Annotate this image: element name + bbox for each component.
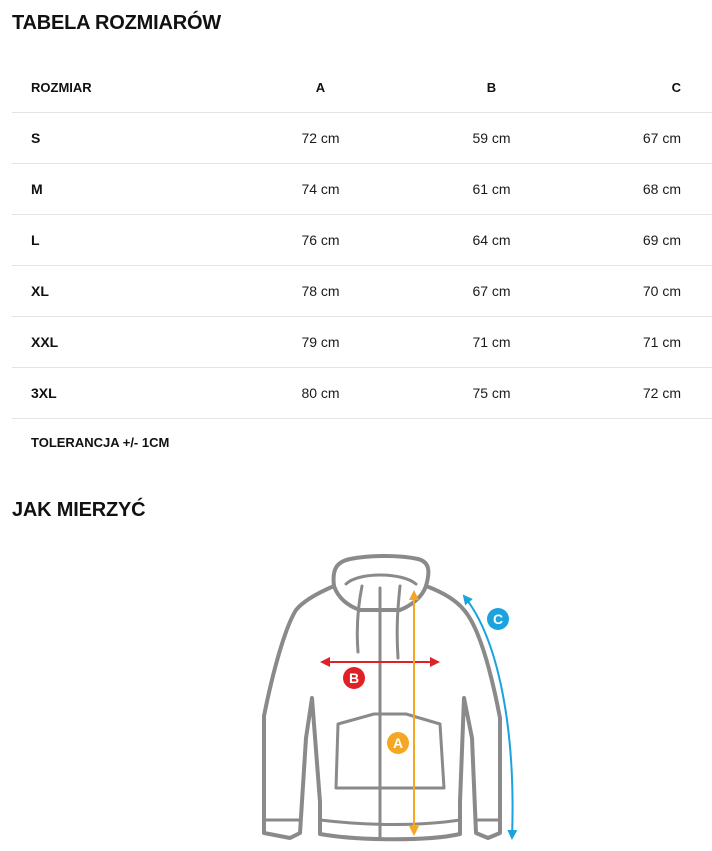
header-a: A xyxy=(235,62,406,113)
table-row xyxy=(12,215,712,266)
marker-a-label: A xyxy=(392,735,404,751)
hoodie-outline xyxy=(264,556,500,839)
tolerance-row xyxy=(12,419,712,466)
header-c: C xyxy=(577,62,712,113)
hoodie-measurement-diagram xyxy=(250,548,540,848)
row-a: 78 cm xyxy=(235,266,406,317)
table-row xyxy=(12,113,712,164)
size-table xyxy=(12,62,712,465)
row-a: 74 cm xyxy=(235,164,406,215)
row-size: M xyxy=(12,164,235,215)
row-a: 76 cm xyxy=(235,215,406,266)
size-table-title: TABELA ROZMIARÓW xyxy=(12,12,221,34)
tolerance-note: TOLERANCJA +/- 1CM xyxy=(31,434,170,450)
row-c: 68 cm xyxy=(577,164,712,215)
row-c: 70 cm xyxy=(577,266,712,317)
row-b: 71 cm xyxy=(406,317,577,368)
row-size: S xyxy=(12,113,235,164)
row-b: 67 cm xyxy=(406,266,577,317)
header-b: B xyxy=(406,62,577,113)
row-b: 61 cm xyxy=(406,164,577,215)
row-a: 72 cm xyxy=(235,113,406,164)
table-row xyxy=(12,317,712,368)
row-b: 59 cm xyxy=(406,113,577,164)
row-b: 64 cm xyxy=(406,215,577,266)
table-row xyxy=(12,164,712,215)
row-size: L xyxy=(12,215,235,266)
row-c: 71 cm xyxy=(577,317,712,368)
row-a: 79 cm xyxy=(235,317,406,368)
table-header-row xyxy=(12,62,712,113)
row-c: 72 cm xyxy=(577,368,712,419)
header-size: ROZMIAR xyxy=(12,62,235,113)
row-size: 3XL xyxy=(12,368,235,419)
measurement-c xyxy=(464,596,513,838)
marker-c-label: C xyxy=(492,611,504,627)
row-a: 80 cm xyxy=(235,368,406,419)
row-c: 67 cm xyxy=(577,113,712,164)
table-row xyxy=(12,266,712,317)
row-size: XXL xyxy=(12,317,235,368)
how-to-measure-title: JAK MIERZYĆ xyxy=(12,499,146,521)
row-b: 75 cm xyxy=(406,368,577,419)
table-row xyxy=(12,368,712,419)
row-size: XL xyxy=(12,266,235,317)
row-c: 69 cm xyxy=(577,215,712,266)
marker-b-label: B xyxy=(348,670,360,686)
